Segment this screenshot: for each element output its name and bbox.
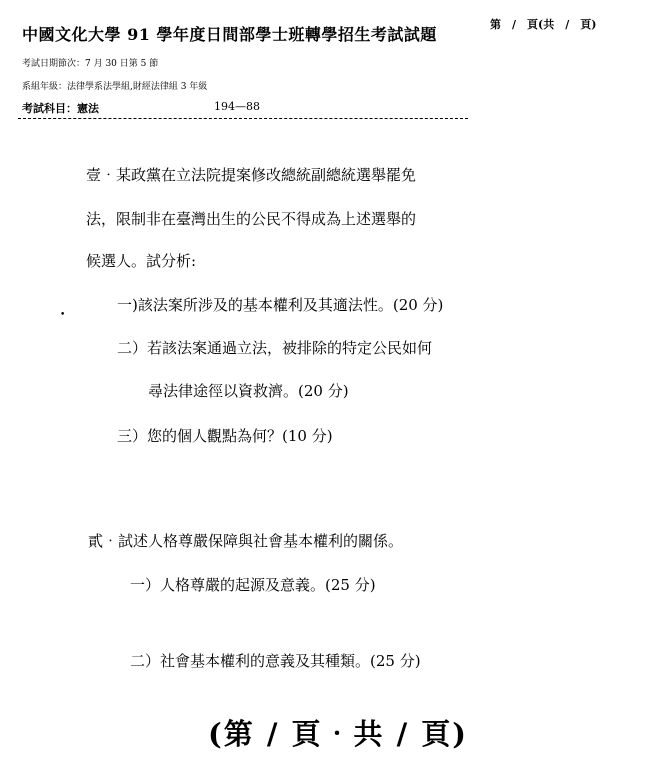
question1-line3: 候選人。試分析: bbox=[86, 252, 197, 270]
question2-sub2: 二）社會基本權利的意義及其種類。(25 分) bbox=[130, 652, 421, 670]
scan-speck: • bbox=[60, 310, 66, 320]
header-divider bbox=[18, 118, 468, 119]
question2-sub1: 一）人格尊嚴的起源及意義。(25 分) bbox=[130, 576, 376, 594]
footer-page-label: (第 / 頁‧共 / 頁) bbox=[208, 717, 469, 751]
question1-sub2-line2: 尋法律途徑以資救濟。(20 分) bbox=[148, 382, 349, 400]
question2-line1: 貳‧試述人格尊嚴保障與社會基本權利的關係。 bbox=[88, 532, 404, 550]
exam-code: 194—88 bbox=[214, 100, 260, 113]
page-number-box: 第 / 頁(共 / 頁) bbox=[490, 18, 597, 31]
question1-sub2-line1: 二）若該法案通過立法，被排除的特定公民如何 bbox=[117, 339, 433, 357]
exam-title: 中國文化大學 91 學年度日間部學士班轉學招生考試試題 bbox=[22, 25, 437, 44]
exam-subject: 考試科目：憲法 bbox=[22, 102, 99, 115]
question1-line2: 法，限制非在臺灣出生的公民不得成為上述選舉的 bbox=[86, 210, 417, 228]
question1-sub1: 一)該法案所涉及的基本權利及其適法性。(20 分) bbox=[117, 296, 444, 314]
exam-session: 考試日期節次：7 月 30 日第 5 節 bbox=[22, 59, 159, 69]
department-info: 系組年級：法律學系法學組,財經法律組 3 年級 bbox=[22, 82, 208, 92]
question1-line1: 壹‧某政黨在立法院提案修改總統副總統選舉罷免 bbox=[86, 166, 417, 184]
question1-sub3: 三）您的個人觀點為何？(10 分) bbox=[117, 427, 333, 445]
